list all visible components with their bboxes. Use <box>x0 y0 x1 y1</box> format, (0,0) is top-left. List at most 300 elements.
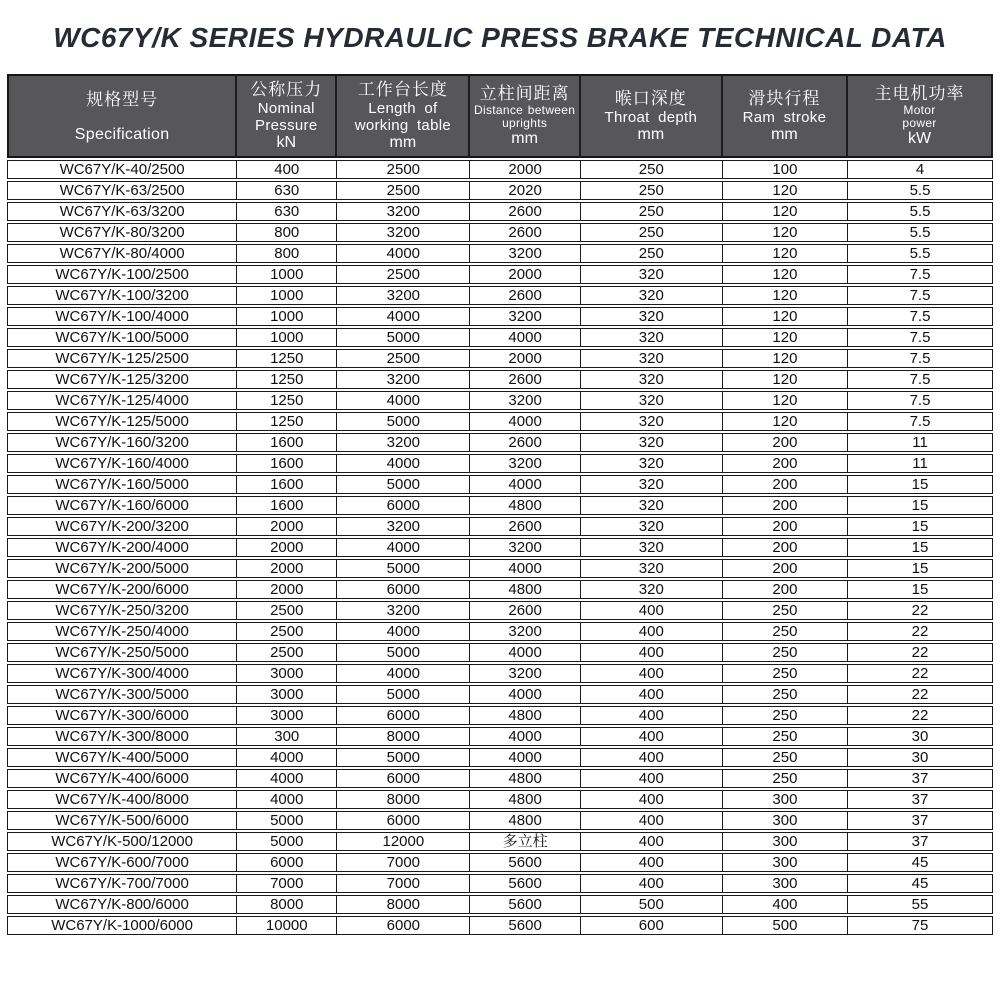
value-cell: 200 <box>723 580 848 599</box>
value-cell: 7000 <box>237 874 337 893</box>
value-cell: 320 <box>581 328 723 347</box>
value-cell: 320 <box>581 412 723 431</box>
value-cell: 7000 <box>337 874 470 893</box>
value-cell: 120 <box>723 307 848 326</box>
value-cell: 400 <box>581 685 723 704</box>
value-cell: 2500 <box>237 622 337 641</box>
value-cell: 7000 <box>337 853 470 872</box>
value-cell: 400 <box>581 706 723 725</box>
value-cell: 3200 <box>470 391 580 410</box>
value-cell: 3200 <box>337 223 470 242</box>
value-cell: 200 <box>723 496 848 515</box>
header-unit-label: mm <box>511 130 538 147</box>
value-cell: 250 <box>723 622 848 641</box>
value-cell: 300 <box>723 832 848 851</box>
value-cell: 5000 <box>337 685 470 704</box>
table-row <box>7 727 993 746</box>
header-en-label: Throat depth <box>604 108 698 126</box>
value-cell: 8000 <box>337 727 470 746</box>
value-cell: 120 <box>723 244 848 263</box>
value-cell: 5000 <box>337 559 470 578</box>
spec-cell: WC67Y/K-40/2500 <box>7 160 237 179</box>
header-en-label: Specification <box>74 125 170 143</box>
value-cell: 320 <box>581 517 723 536</box>
table-header-row <box>7 74 993 158</box>
spec-cell: WC67Y/K-700/7000 <box>7 874 237 893</box>
value-cell: 5.5 <box>848 181 993 200</box>
table-row <box>7 433 993 452</box>
value-cell: 5000 <box>337 328 470 347</box>
value-cell: 30 <box>848 727 993 746</box>
value-cell: 320 <box>581 349 723 368</box>
value-cell: 5000 <box>337 412 470 431</box>
value-cell: 2000 <box>237 517 337 536</box>
value-cell: 22 <box>848 622 993 641</box>
table-row <box>7 496 993 515</box>
spec-cell: WC67Y/K-200/4000 <box>7 538 237 557</box>
value-cell: 400 <box>581 769 723 788</box>
value-cell: 1000 <box>237 307 337 326</box>
spec-cell: WC67Y/K-250/4000 <box>7 622 237 641</box>
header-unit-label: mm <box>637 125 665 143</box>
value-cell: 15 <box>848 538 993 557</box>
table-row <box>7 769 993 788</box>
spec-cell: WC67Y/K-125/2500 <box>7 349 237 368</box>
column-header <box>581 74 723 158</box>
value-cell: 3200 <box>470 538 580 557</box>
value-cell: 120 <box>723 265 848 284</box>
spec-cell: WC67Y/K-250/5000 <box>7 643 237 662</box>
table-row <box>7 790 993 809</box>
table-row <box>7 895 993 914</box>
value-cell: 15 <box>848 559 993 578</box>
value-cell: 8000 <box>337 895 470 914</box>
column-header <box>7 74 237 158</box>
value-cell: 5.5 <box>848 244 993 263</box>
table-row <box>7 160 993 179</box>
value-cell: 4000 <box>470 328 580 347</box>
value-cell: 300 <box>723 874 848 893</box>
value-cell: 4000 <box>470 748 580 767</box>
value-cell: 8000 <box>337 790 470 809</box>
value-cell: 1600 <box>237 433 337 452</box>
value-cell: 250 <box>723 643 848 662</box>
value-cell: 800 <box>237 223 337 242</box>
header-cn-label: 滑块行程 <box>748 88 821 108</box>
value-cell: 4000 <box>237 790 337 809</box>
value-cell: 多立柱 <box>470 832 580 851</box>
value-cell: 6000 <box>337 706 470 725</box>
value-cell: 250 <box>723 664 848 683</box>
table-row <box>7 517 993 536</box>
table-row <box>7 832 993 851</box>
value-cell: 22 <box>848 643 993 662</box>
value-cell: 1600 <box>237 475 337 494</box>
value-cell: 800 <box>237 244 337 263</box>
table-header <box>7 74 993 158</box>
value-cell: 4800 <box>470 769 580 788</box>
value-cell: 4800 <box>470 706 580 725</box>
value-cell: 2500 <box>237 643 337 662</box>
value-cell: 2000 <box>237 538 337 557</box>
value-cell: 320 <box>581 307 723 326</box>
value-cell: 320 <box>581 286 723 305</box>
value-cell: 400 <box>237 160 337 179</box>
value-cell: 200 <box>723 433 848 452</box>
spec-cell: WC67Y/K-80/3200 <box>7 223 237 242</box>
value-cell: 15 <box>848 517 993 536</box>
value-cell: 400 <box>581 601 723 620</box>
table-row <box>7 874 993 893</box>
value-cell: 15 <box>848 475 993 494</box>
value-cell: 22 <box>848 601 993 620</box>
value-cell: 400 <box>581 748 723 767</box>
value-cell: 250 <box>581 244 723 263</box>
value-cell: 4000 <box>237 769 337 788</box>
spec-cell: WC67Y/K-500/6000 <box>7 811 237 830</box>
value-cell: 2500 <box>337 181 470 200</box>
spec-cell: WC67Y/K-300/8000 <box>7 727 237 746</box>
value-cell: 4000 <box>470 727 580 746</box>
value-cell: 7.5 <box>848 307 993 326</box>
table-row <box>7 916 993 935</box>
value-cell: 4000 <box>337 391 470 410</box>
value-cell: 1250 <box>237 412 337 431</box>
value-cell: 250 <box>723 748 848 767</box>
table-row <box>7 412 993 431</box>
value-cell: 300 <box>723 790 848 809</box>
value-cell: 600 <box>581 916 723 935</box>
value-cell: 2600 <box>470 517 580 536</box>
spec-cell: WC67Y/K-250/3200 <box>7 601 237 620</box>
value-cell: 3200 <box>337 370 470 389</box>
value-cell: 37 <box>848 811 993 830</box>
value-cell: 400 <box>581 643 723 662</box>
spec-cell: WC67Y/K-400/5000 <box>7 748 237 767</box>
table-row <box>7 601 993 620</box>
value-cell: 7.5 <box>848 349 993 368</box>
value-cell: 3000 <box>237 664 337 683</box>
header-cn-label: 立柱间距离 <box>479 84 570 103</box>
value-cell: 200 <box>723 538 848 557</box>
value-cell: 400 <box>581 874 723 893</box>
value-cell: 4000 <box>337 664 470 683</box>
header-en-label: power <box>902 116 937 130</box>
value-cell: 1600 <box>237 496 337 515</box>
header-unit-label: kW <box>907 130 932 147</box>
value-cell: 300 <box>723 811 848 830</box>
table-row <box>7 538 993 557</box>
value-cell: 120 <box>723 349 848 368</box>
column-header <box>470 74 580 158</box>
value-cell: 5000 <box>237 832 337 851</box>
table-row <box>7 643 993 662</box>
value-cell: 22 <box>848 706 993 725</box>
header-en-label: working table <box>354 117 451 134</box>
spec-cell: WC67Y/K-63/2500 <box>7 181 237 200</box>
value-cell: 100 <box>723 160 848 179</box>
value-cell: 75 <box>848 916 993 935</box>
value-cell: 7.5 <box>848 286 993 305</box>
header-en-label: Length of <box>368 100 438 117</box>
value-cell: 37 <box>848 769 993 788</box>
value-cell: 1250 <box>237 370 337 389</box>
value-cell: 5000 <box>237 811 337 830</box>
value-cell: 30 <box>848 748 993 767</box>
value-cell: 500 <box>581 895 723 914</box>
value-cell: 12000 <box>337 832 470 851</box>
value-cell: 3200 <box>470 307 580 326</box>
value-cell: 120 <box>723 286 848 305</box>
value-cell: 1000 <box>237 286 337 305</box>
table-row <box>7 181 993 200</box>
table-row <box>7 328 993 347</box>
value-cell: 3000 <box>237 685 337 704</box>
value-cell: 630 <box>237 181 337 200</box>
spec-cell: WC67Y/K-300/6000 <box>7 706 237 725</box>
spec-cell: WC67Y/K-125/5000 <box>7 412 237 431</box>
value-cell: 1000 <box>237 328 337 347</box>
table-row <box>7 202 993 221</box>
value-cell: 3200 <box>470 244 580 263</box>
value-cell: 4000 <box>470 559 580 578</box>
value-cell: 15 <box>848 580 993 599</box>
value-cell: 200 <box>723 475 848 494</box>
value-cell: 250 <box>723 685 848 704</box>
value-cell: 11 <box>848 433 993 452</box>
value-cell: 4000 <box>337 307 470 326</box>
value-cell: 5.5 <box>848 223 993 242</box>
table-row <box>7 622 993 641</box>
spec-cell: WC67Y/K-100/5000 <box>7 328 237 347</box>
value-cell: 5000 <box>337 475 470 494</box>
value-cell: 2020 <box>470 181 580 200</box>
header-cn-label: 喉口深度 <box>614 88 687 108</box>
spec-cell: WC67Y/K-125/4000 <box>7 391 237 410</box>
table-row <box>7 454 993 473</box>
value-cell: 320 <box>581 433 723 452</box>
value-cell: 1600 <box>237 454 337 473</box>
value-cell: 4000 <box>337 538 470 557</box>
table-row <box>7 706 993 725</box>
spec-cell: WC67Y/K-160/3200 <box>7 433 237 452</box>
spec-cell: WC67Y/K-63/3200 <box>7 202 237 221</box>
value-cell: 120 <box>723 181 848 200</box>
value-cell: 4000 <box>337 454 470 473</box>
value-cell: 4000 <box>470 412 580 431</box>
table-row <box>7 475 993 494</box>
spec-cell: WC67Y/K-1000/6000 <box>7 916 237 935</box>
value-cell: 320 <box>581 496 723 515</box>
value-cell: 5000 <box>337 643 470 662</box>
value-cell: 55 <box>848 895 993 914</box>
column-header <box>237 74 337 158</box>
value-cell: 250 <box>723 769 848 788</box>
value-cell: 7.5 <box>848 391 993 410</box>
spec-cell: WC67Y/K-160/5000 <box>7 475 237 494</box>
value-cell: 7.5 <box>848 370 993 389</box>
value-cell: 2500 <box>237 601 337 620</box>
value-cell: 120 <box>723 412 848 431</box>
value-cell: 4000 <box>337 244 470 263</box>
header-en-label: uprights <box>502 116 548 130</box>
value-cell: 4000 <box>470 643 580 662</box>
table-row <box>7 391 993 410</box>
value-cell: 2600 <box>470 370 580 389</box>
spec-cell: WC67Y/K-160/4000 <box>7 454 237 473</box>
table-row <box>7 265 993 284</box>
value-cell: 400 <box>581 664 723 683</box>
value-cell: 1250 <box>237 349 337 368</box>
value-cell: 1250 <box>237 391 337 410</box>
spec-cell: WC67Y/K-300/5000 <box>7 685 237 704</box>
value-cell: 3200 <box>337 517 470 536</box>
column-header <box>337 74 470 158</box>
value-cell: 120 <box>723 370 848 389</box>
value-cell: 400 <box>581 727 723 746</box>
value-cell: 2600 <box>470 223 580 242</box>
header-en-label: Distance between <box>474 103 576 117</box>
value-cell: 45 <box>848 853 993 872</box>
value-cell: 5.5 <box>848 202 993 221</box>
value-cell: 250 <box>581 181 723 200</box>
value-cell: 15 <box>848 496 993 515</box>
value-cell: 6000 <box>337 916 470 935</box>
value-cell: 3200 <box>470 664 580 683</box>
spec-cell: WC67Y/K-100/3200 <box>7 286 237 305</box>
value-cell: 500 <box>723 916 848 935</box>
value-cell: 3200 <box>337 601 470 620</box>
value-cell: 2000 <box>237 559 337 578</box>
value-cell: 250 <box>581 202 723 221</box>
value-cell: 3200 <box>470 454 580 473</box>
spec-cell: WC67Y/K-800/6000 <box>7 895 237 914</box>
value-cell: 300 <box>237 727 337 746</box>
value-cell: 4000 <box>470 475 580 494</box>
column-header <box>848 74 993 158</box>
value-cell: 6000 <box>337 811 470 830</box>
spec-cell: WC67Y/K-500/12000 <box>7 832 237 851</box>
table-row <box>7 559 993 578</box>
value-cell: 4000 <box>470 685 580 704</box>
value-cell: 5600 <box>470 874 580 893</box>
value-cell: 4000 <box>237 748 337 767</box>
table-row <box>7 748 993 767</box>
value-cell: 4800 <box>470 580 580 599</box>
table-row <box>7 580 993 599</box>
header-cn-label: 主电机功率 <box>874 84 965 103</box>
value-cell: 3200 <box>337 433 470 452</box>
value-cell: 2000 <box>470 265 580 284</box>
header-cn-label: 工作台长度 <box>357 80 448 99</box>
spec-cell: WC67Y/K-100/4000 <box>7 307 237 326</box>
header-unit-label: mm <box>389 134 417 151</box>
value-cell: 400 <box>723 895 848 914</box>
value-cell: 320 <box>581 370 723 389</box>
value-cell: 11 <box>848 454 993 473</box>
spec-cell: WC67Y/K-160/6000 <box>7 496 237 515</box>
spec-cell: WC67Y/K-80/4000 <box>7 244 237 263</box>
value-cell: 4800 <box>470 496 580 515</box>
technical-data-table <box>7 72 993 937</box>
value-cell: 6000 <box>237 853 337 872</box>
value-cell: 320 <box>581 580 723 599</box>
value-cell: 320 <box>581 538 723 557</box>
value-cell: 6000 <box>337 496 470 515</box>
value-cell: 4000 <box>337 622 470 641</box>
value-cell: 400 <box>581 832 723 851</box>
table-row <box>7 349 993 368</box>
spec-cell: WC67Y/K-100/2500 <box>7 265 237 284</box>
value-cell: 250 <box>723 727 848 746</box>
value-cell: 7.5 <box>848 265 993 284</box>
header-en-label: Nominal <box>257 100 315 117</box>
spec-cell: WC67Y/K-400/6000 <box>7 769 237 788</box>
value-cell: 37 <box>848 832 993 851</box>
value-cell: 5600 <box>470 916 580 935</box>
header-en-label: Pressure <box>255 117 318 134</box>
value-cell: 320 <box>581 391 723 410</box>
value-cell: 2500 <box>337 349 470 368</box>
spec-cell: WC67Y/K-125/3200 <box>7 370 237 389</box>
value-cell: 4800 <box>470 790 580 809</box>
header-en-label: Ram stroke <box>742 108 827 126</box>
header-unit-label: kN <box>276 134 297 151</box>
value-cell: 22 <box>848 685 993 704</box>
value-cell: 6000 <box>337 769 470 788</box>
value-cell: 2500 <box>337 160 470 179</box>
value-cell: 2000 <box>470 349 580 368</box>
table-row <box>7 286 993 305</box>
table-row <box>7 664 993 683</box>
header-cn-label: 规格型号 <box>86 89 159 109</box>
value-cell: 120 <box>723 223 848 242</box>
value-cell: 250 <box>723 601 848 620</box>
value-cell: 400 <box>581 811 723 830</box>
table-row <box>7 370 993 389</box>
value-cell: 400 <box>581 790 723 809</box>
value-cell: 45 <box>848 874 993 893</box>
table-row <box>7 223 993 242</box>
value-cell: 2000 <box>237 580 337 599</box>
value-cell: 120 <box>723 328 848 347</box>
value-cell: 7.5 <box>848 412 993 431</box>
value-cell: 10000 <box>237 916 337 935</box>
spec-cell: WC67Y/K-200/5000 <box>7 559 237 578</box>
value-cell: 7.5 <box>848 328 993 347</box>
spec-cell: WC67Y/K-600/7000 <box>7 853 237 872</box>
value-cell: 2600 <box>470 286 580 305</box>
table-row <box>7 685 993 704</box>
value-cell: 4 <box>848 160 993 179</box>
value-cell: 250 <box>581 223 723 242</box>
header-unit-label: mm <box>771 125 798 143</box>
value-cell: 6000 <box>337 580 470 599</box>
spec-cell: WC67Y/K-200/3200 <box>7 517 237 536</box>
value-cell: 300 <box>723 853 848 872</box>
value-cell: 5600 <box>470 895 580 914</box>
value-cell: 320 <box>581 265 723 284</box>
value-cell: 120 <box>723 202 848 221</box>
header-cn-label: 公称压力 <box>250 80 323 99</box>
value-cell: 320 <box>581 454 723 473</box>
value-cell: 3000 <box>237 706 337 725</box>
table-row <box>7 853 993 872</box>
value-cell: 400 <box>581 853 723 872</box>
value-cell: 320 <box>581 559 723 578</box>
value-cell: 8000 <box>237 895 337 914</box>
value-cell: 1000 <box>237 265 337 284</box>
